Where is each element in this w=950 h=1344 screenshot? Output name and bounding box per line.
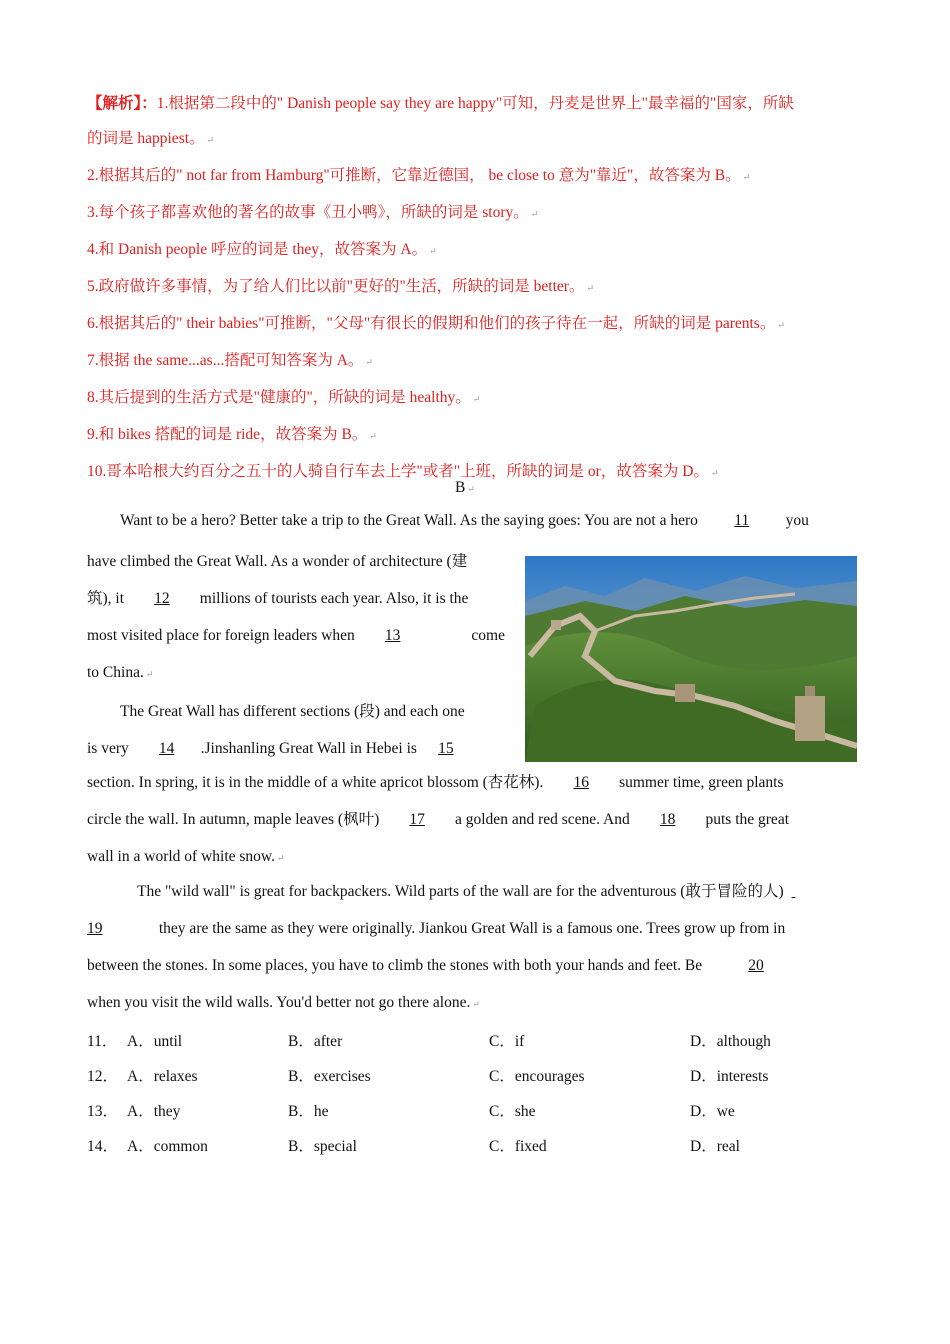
analysis-line: 6.根据其后的" their babies"可推断，"父母"有很长的假期和他们的孩子待在一起，所缺的词是 parents。 ↵	[87, 315, 785, 332]
analysis-line: 9.和 bikes 搭配的词是 ride，故答案为 B。 ↵	[87, 426, 377, 443]
blank-17: 17	[409, 811, 425, 828]
blank-13: 13	[384, 627, 401, 644]
analysis-line: 4.和 Danish people 呼应的词是 they，故答案为 A。 ↵	[87, 241, 437, 258]
passage-paragraph-2: section. In spring, it is in the middle of a white apricot blossom (杏花林). 16 summer time, green plants circle the wall. In autumn, maple leaves (枫叶) 17 a golden and red scene. And 18 puts the great wall in a world of white snow. ↵	[87, 764, 862, 877]
blank-16: 16	[573, 774, 589, 791]
analysis-line: 5.政府做许多事情，为了给人们比以前"更好的"生活，所缺的词是 better。 ↵	[87, 278, 594, 295]
analysis-line: 10.哥本哈根大约百分之五十的人骑自行车去上学"或者"上班，所缺的词是 or，故答案为 D。 ↵	[87, 463, 719, 480]
blank-18: 18	[659, 811, 676, 828]
section-title: B ↵	[455, 479, 475, 496]
options-list	[87, 1022, 867, 1162]
analysis-line: 的词是 happiest。 ↵	[87, 130, 215, 147]
passage-left-column: have climbed the Great Wall. As a wonder of architecture (建 筑), it 12 millions of tourists each year. Also, it is the most visited place for foreign leaders when 13 come to China. ↵ The Great Wall has different sections (段) and each one is very 14 .Jinshanling Great Wall in Hebei is 15	[87, 543, 505, 767]
blank-19: 19	[87, 920, 103, 937]
analysis-line: 【解析】：1.根据第二段中的" Danish people say they are happy"可知，丹麦是世界上"最幸福的"国家，所缺	[87, 95, 794, 112]
blank-14: 14	[158, 740, 175, 757]
option-row: 12． A．relaxes B．exercises C．encourages D．interests	[87, 1067, 769, 1085]
great-wall-photo	[525, 556, 857, 762]
analysis-line: 2.根据其后的" not far from Hamburg"可推断，它靠近德国， be close to 意为"靠近"，故答案为 B。 ↵	[87, 167, 751, 184]
blank-11: 11	[734, 512, 750, 529]
analysis-section	[87, 86, 867, 491]
option-row: 14． A．common B．special C．fixed D．real	[87, 1137, 740, 1155]
passage-line: Want to be a hero? Better take a trip to the Great Wall. As the saying goes: You are not a hero 11 you	[87, 502, 862, 539]
option-row: 13． A．they B．he C．she D．we	[87, 1102, 735, 1120]
blank-20: 20	[748, 957, 764, 974]
analysis-line: 8.其后提到的生活方式是"健康的"，所缺的词是 healthy。 ↵	[87, 389, 481, 406]
blank-15: 15	[438, 740, 454, 757]
analysis-tag: 【解析】：	[87, 95, 157, 112]
analysis-line: 3.每个孩子都喜欢他的著名的故事《丑小鸭》，所缺的词是 story。 ↵	[87, 204, 539, 221]
blank-12: 12	[154, 590, 170, 607]
passage-paragraph-3: The "wild wall" is great for backpackers. Wild parts of the wall are for the adventurous (敢于冒险的人) 19 they are the same as they were originally. Jiankou Great Wall is a famous one. Trees grow up from in between the stones. In some places, you have to climb the stones with both your hands and feet. Be 20 when you visit the wild walls. You'd better not go there alone. ↵	[87, 873, 862, 1023]
option-row: 11． A．until B．after C．if D．although	[87, 1032, 771, 1050]
analysis-line: 7.根据 the same...as...搭配可知答案为 A。 ↵	[87, 352, 373, 369]
